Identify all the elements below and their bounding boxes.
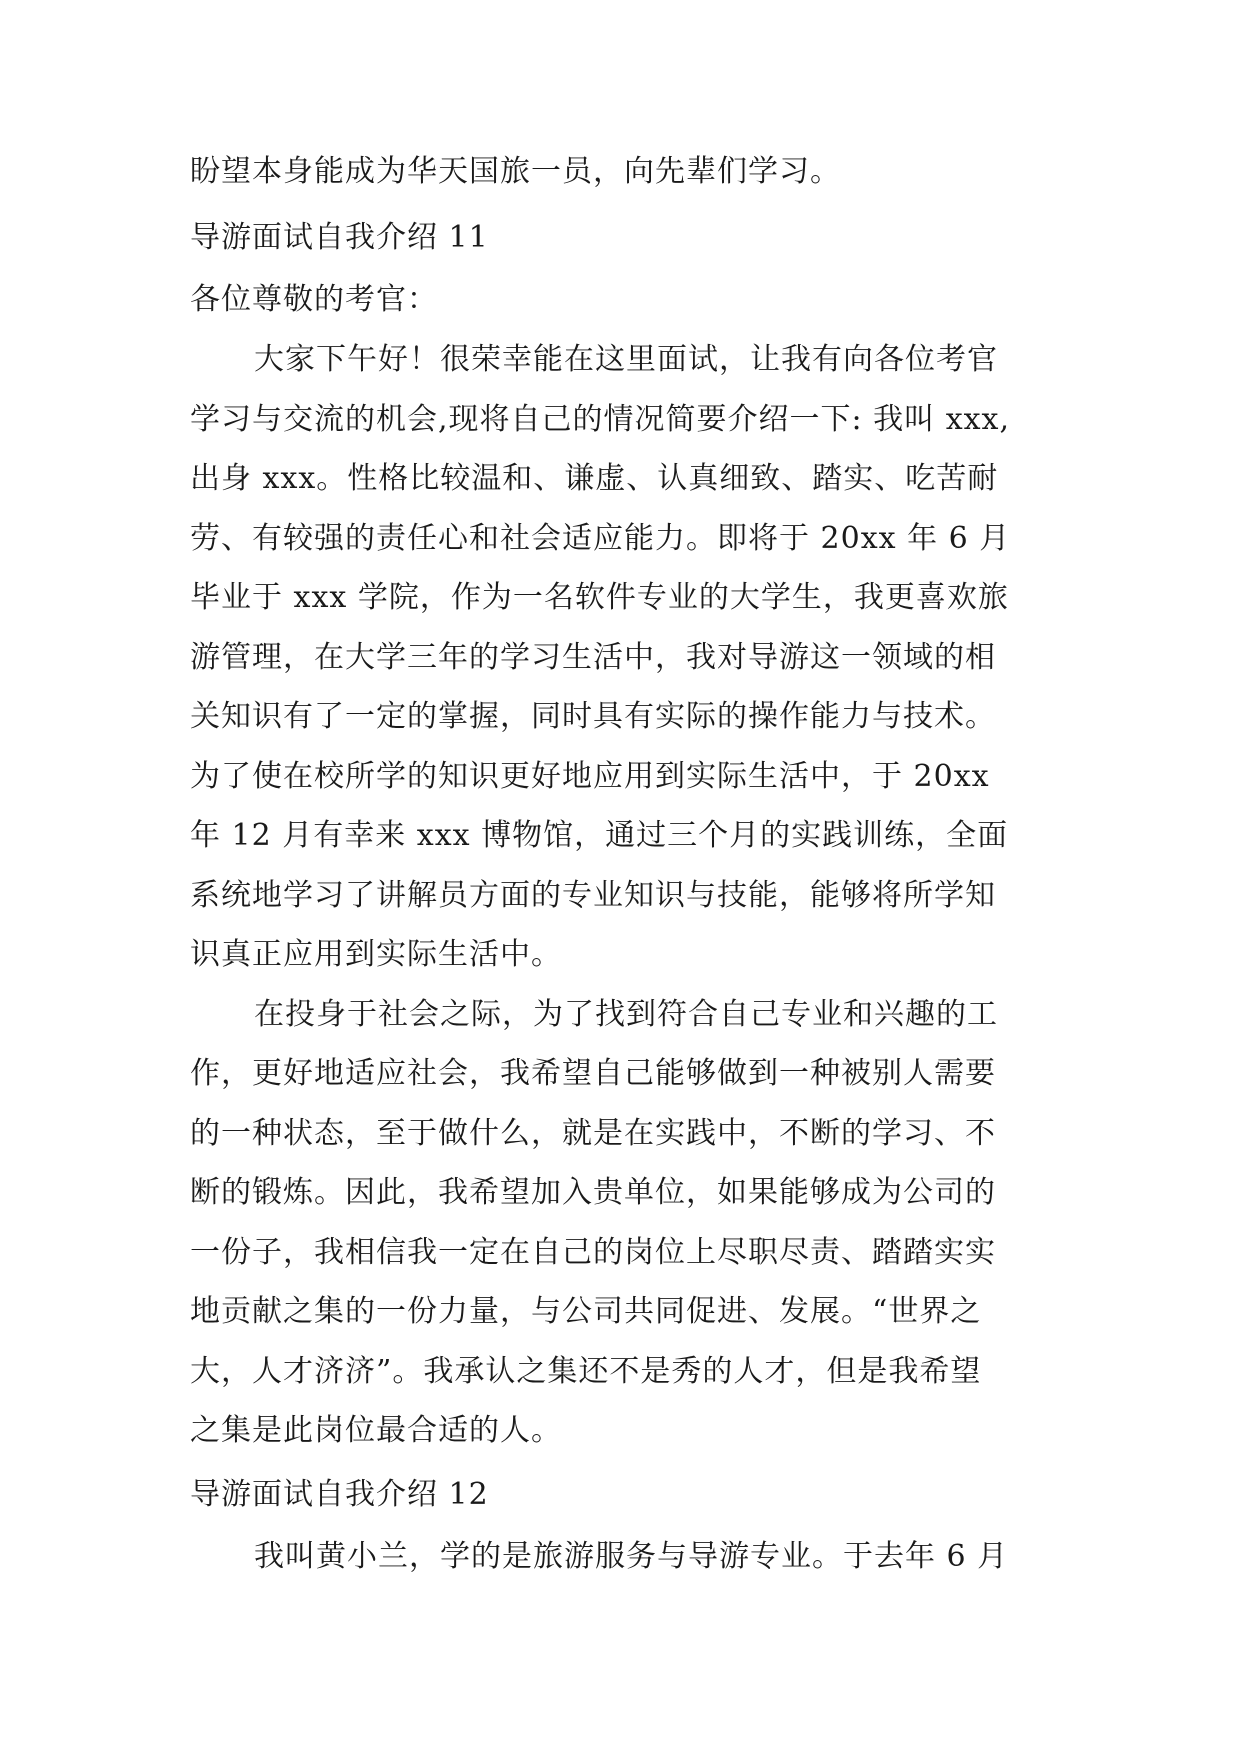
- paragraph-line: 之集是此岗位最合适的人。: [190, 1413, 562, 1448]
- paragraph-line: 盼望本身能成为华天国旅一员，向先辈们学习。: [190, 154, 841, 189]
- paragraph-line: 系统地学习了讲解员方面的专业知识与技能，能够将所学知: [190, 878, 996, 913]
- paragraph-line: 为了使在校所学的知识更好地应用到实际生活中，于 20xx: [190, 759, 990, 794]
- paragraph-line: 大家下午好！很荣幸能在这里面试，让我有向各位考官: [254, 342, 998, 377]
- paragraph-line: 关知识有了一定的掌握，同时具有实际的操作能力与技术。: [190, 699, 996, 734]
- paragraph-line: 的一种状态，至于做什么，就是在实践中，不断的学习、不: [190, 1116, 996, 1151]
- paragraph-line: 在投身于社会之际，为了找到符合自己专业和兴趣的工: [254, 997, 998, 1032]
- paragraph-line: 学习与交流的机会,现将自己的情况简要介绍一下: 我叫 xxx,: [190, 402, 1011, 437]
- section-heading: 导游面试自我介绍 11: [190, 220, 489, 255]
- paragraph-line: 毕业于 xxx 学院，作为一名软件专业的大学生，我更喜欢旅: [190, 580, 1009, 615]
- paragraph-line: 游管理，在大学三年的学习生活中，我对导游这一领域的相: [190, 640, 996, 675]
- section-heading: 导游面试自我介绍 12: [190, 1477, 489, 1512]
- paragraph-line: 作，更好地适应社会，我希望自己能够做到一种被别人需要: [190, 1056, 996, 1091]
- paragraph-line: 一份子，我相信我一定在自己的岗位上尽职尽责、踏踏实实: [190, 1235, 996, 1270]
- paragraph-line: 我叫黄小兰，学的是旅游服务与导游专业。于去年 6 月: [254, 1539, 1009, 1574]
- paragraph-line: 年 12 月有幸来 xxx 博物馆，通过三个月的实践训练，全面: [190, 818, 1009, 853]
- paragraph-line: 出身 xxx。性格比较温和、谦虚、认真细致、踏实、吃苦耐: [190, 461, 999, 496]
- paragraph-line: 断的锻炼。因此，我希望加入贵单位，如果能够成为公司的: [190, 1175, 996, 1210]
- paragraph-line: 大，人才济济”。我承认之集还不是秀的人才，但是我希望: [190, 1354, 982, 1389]
- paragraph-line: 识真正应用到实际生活中。: [190, 937, 562, 972]
- paragraph-line: 劳、有较强的责任心和社会适应能力。即将于 20xx 年 6 月: [190, 521, 1011, 556]
- salutation: 各位尊敬的考官：: [190, 282, 438, 317]
- paragraph-line: 地贡献之集的一份力量，与公司共同促进、发展。“世界之: [190, 1294, 982, 1329]
